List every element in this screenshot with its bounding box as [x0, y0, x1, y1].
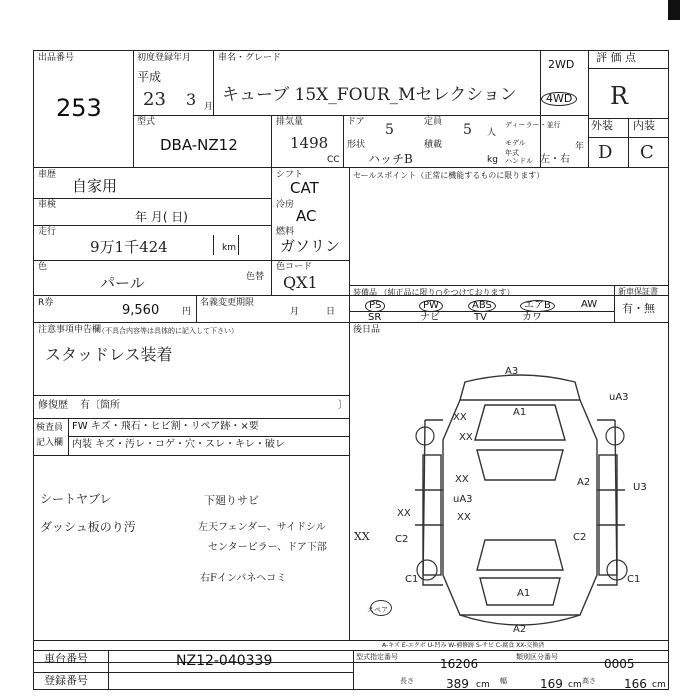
class-no-label: 類別区分番号: [516, 653, 558, 661]
record-row: 内装 キズ・汚レ・コゲ・穴・スレ・キレ・破レ: [72, 439, 285, 450]
shape-label: 形状: [347, 140, 366, 150]
seats-unit: 人: [487, 128, 497, 138]
note-dashpanel: 右Fインパネヘコミ: [200, 573, 287, 584]
mark-rear-bumper: A3: [505, 366, 519, 377]
equip-navi: ナビ: [420, 312, 440, 323]
displacement: 1498: [290, 134, 329, 152]
equip-leather: カワ: [522, 312, 542, 323]
repair-bracket: 〕: [338, 400, 348, 411]
mark-c1-right: C1: [627, 574, 641, 585]
equipment-label: 装備品 （純正品に限り○をつけております）: [353, 288, 515, 297]
spare-icon: [370, 600, 392, 616]
shift: CAT: [290, 179, 319, 197]
recycle: 9,560: [122, 303, 160, 318]
history-label: 車歴: [38, 170, 57, 180]
yen-unit: 円: [182, 307, 192, 317]
mark-ua3-left: uA3: [453, 494, 473, 505]
width-label: 幅: [500, 677, 507, 685]
length: 389: [446, 677, 469, 691]
mark-c1-left: C1: [405, 574, 419, 585]
note-seat: シートヤブレ: [40, 492, 112, 506]
color-code: QX1: [283, 273, 318, 292]
displacement-label: 排気量: [276, 117, 304, 127]
recycle-label: R券: [38, 298, 54, 308]
spare-label: スペア: [367, 606, 388, 614]
car-name: キューブ 15X_FOUR_Mセレクション: [222, 85, 517, 105]
dealer-label: ディーラー・並行: [505, 121, 561, 129]
int-grade: C: [640, 142, 654, 163]
inspection-label: 車検: [38, 200, 57, 210]
class-no: 0005: [604, 657, 635, 671]
int-label: 内装: [633, 119, 655, 132]
mark-u3: U3: [633, 482, 647, 493]
car-name-label: 車名・グレード: [218, 53, 282, 63]
fuel-label: 燃料: [276, 227, 295, 237]
warranty-label: 新車保証書: [618, 287, 658, 296]
model: DBA-NZ12: [160, 136, 238, 154]
repair: 有〔箇所: [80, 400, 120, 411]
note-fender: 左天フェンダー、サイドシル: [198, 522, 326, 533]
mileage-label: 走行: [38, 227, 57, 237]
rating-label: 評 価 点: [596, 51, 636, 64]
drive-4wd: 4WD: [541, 92, 577, 106]
kg-unit: kg: [487, 155, 498, 165]
mark-a2-right: A2: [577, 477, 591, 488]
notes: スタッドレス装着: [45, 345, 173, 364]
cc-unit: CC: [327, 155, 340, 165]
equip-tv: TV: [474, 312, 487, 323]
notes-sub: （不具合内容等は具体的に記入して下さい）: [98, 327, 238, 335]
ext-grade: D: [598, 142, 613, 163]
note-dash: ダッシュ板のり汚: [40, 520, 136, 534]
mark-a1-front: A1: [517, 588, 531, 599]
chassis: NZ12-040339: [176, 653, 273, 669]
width: 169: [540, 677, 563, 691]
era: 平成: [137, 70, 162, 84]
mark-c2-left: C2: [395, 534, 409, 545]
mark-a2-front: A2: [513, 624, 527, 635]
diagram-legend: A-キズ E-エクボ U-凹み W-補修跡 S-サビ C-腐食 XX-交換済: [382, 642, 545, 649]
type-no-label: 型式指定番号: [356, 653, 398, 661]
length-label: 長さ: [400, 677, 414, 685]
mark-rear-right: uA3: [609, 392, 629, 403]
lot-number: 253: [56, 94, 102, 122]
reg-month: 3: [186, 90, 197, 109]
ac-label: 冷房: [276, 200, 295, 210]
record-row-label: 記入欄: [36, 438, 64, 448]
equip-airbag: エアB: [520, 300, 555, 312]
inspector-label: 後日品: [353, 325, 381, 335]
month-unit: 月: [204, 102, 214, 112]
damage-marks: [367, 366, 647, 635]
warranty: 有・無: [622, 302, 655, 315]
note-xx: XX: [354, 530, 370, 543]
doors-label: ドア: [347, 117, 365, 127]
handle: 左・右: [540, 154, 570, 165]
mark-xx-1: XX: [453, 412, 467, 423]
inspection: 年 月( 日): [135, 210, 188, 224]
mileage: 9万1千424: [90, 238, 168, 256]
reg-year: 23: [143, 89, 166, 110]
color-label: 色: [38, 262, 48, 272]
color: パール: [100, 274, 145, 292]
note-pillar: センターピラー、ドア下部: [208, 542, 327, 553]
tax-label: 名義変更期限: [200, 298, 255, 308]
mark-xx-3: XX: [455, 474, 469, 485]
ac: AC: [296, 207, 317, 225]
height-label: 高さ: [582, 677, 596, 685]
km-unit: km: [222, 243, 236, 253]
drive-2wd: 2WD: [548, 58, 575, 71]
equip-abs: ABS: [468, 300, 496, 312]
height-unit: cm: [652, 680, 666, 690]
equip-aw: AW: [581, 299, 598, 310]
width-unit: cm: [568, 680, 582, 690]
length-unit: cm: [476, 680, 490, 690]
model-year-unit: 年: [575, 142, 585, 152]
load-label: 積載: [424, 140, 443, 150]
mark-c2-right: C2: [573, 532, 587, 543]
mark-xx-4: XX: [457, 512, 471, 523]
shape: ハッチB: [368, 152, 413, 166]
color-swap-label: 色替: [246, 272, 265, 282]
seats-label: 定員: [424, 117, 443, 127]
doors: 5: [385, 122, 394, 138]
car-diagram: [367, 360, 665, 640]
mark-xx-2: XX: [459, 432, 473, 443]
sales-point-label: セールスポイント（正常に機能するものに限ります）: [353, 171, 545, 180]
rating: R: [610, 82, 629, 110]
shift-label: シフト: [276, 170, 304, 180]
first-reg-label: 初度登録年月: [137, 53, 192, 63]
color-code-label: 色コード: [276, 262, 313, 272]
history: 自家用: [72, 177, 118, 195]
notes-label: 注意事項申告欄: [38, 325, 102, 335]
equip-ps: PS: [365, 300, 385, 312]
model-year-label: モデル年式: [505, 139, 526, 157]
inspect-row: FW キズ・飛石・ヒビ割・リペア跡・×要: [72, 421, 259, 432]
equip-pw: PW: [419, 300, 443, 312]
tax-month: 月: [290, 307, 300, 317]
seats: 5: [463, 122, 472, 138]
repair-label: 修復歴: [38, 400, 68, 411]
handle-label: ハンドル: [505, 157, 533, 165]
corner-mark: [668, 0, 680, 20]
fuel: ガソリン: [280, 237, 341, 255]
note-underbody: 下廻りサビ: [204, 494, 259, 507]
type-no: 16206: [440, 657, 479, 671]
mark-xx-5: XX: [397, 508, 411, 519]
height: 166: [624, 677, 647, 691]
tax-day: 日: [326, 307, 336, 317]
ext-label: 外装: [591, 119, 613, 132]
mark-a1-rear: A1: [513, 407, 527, 418]
chassis-label: 車台番号: [44, 652, 88, 665]
equip-sr: SR: [368, 312, 382, 323]
lot-label: 出品番号: [38, 53, 75, 63]
reg-label: 登録番号: [44, 674, 88, 687]
inspect-row-label: 検査員: [36, 423, 64, 433]
model-label: 型式: [137, 117, 156, 127]
